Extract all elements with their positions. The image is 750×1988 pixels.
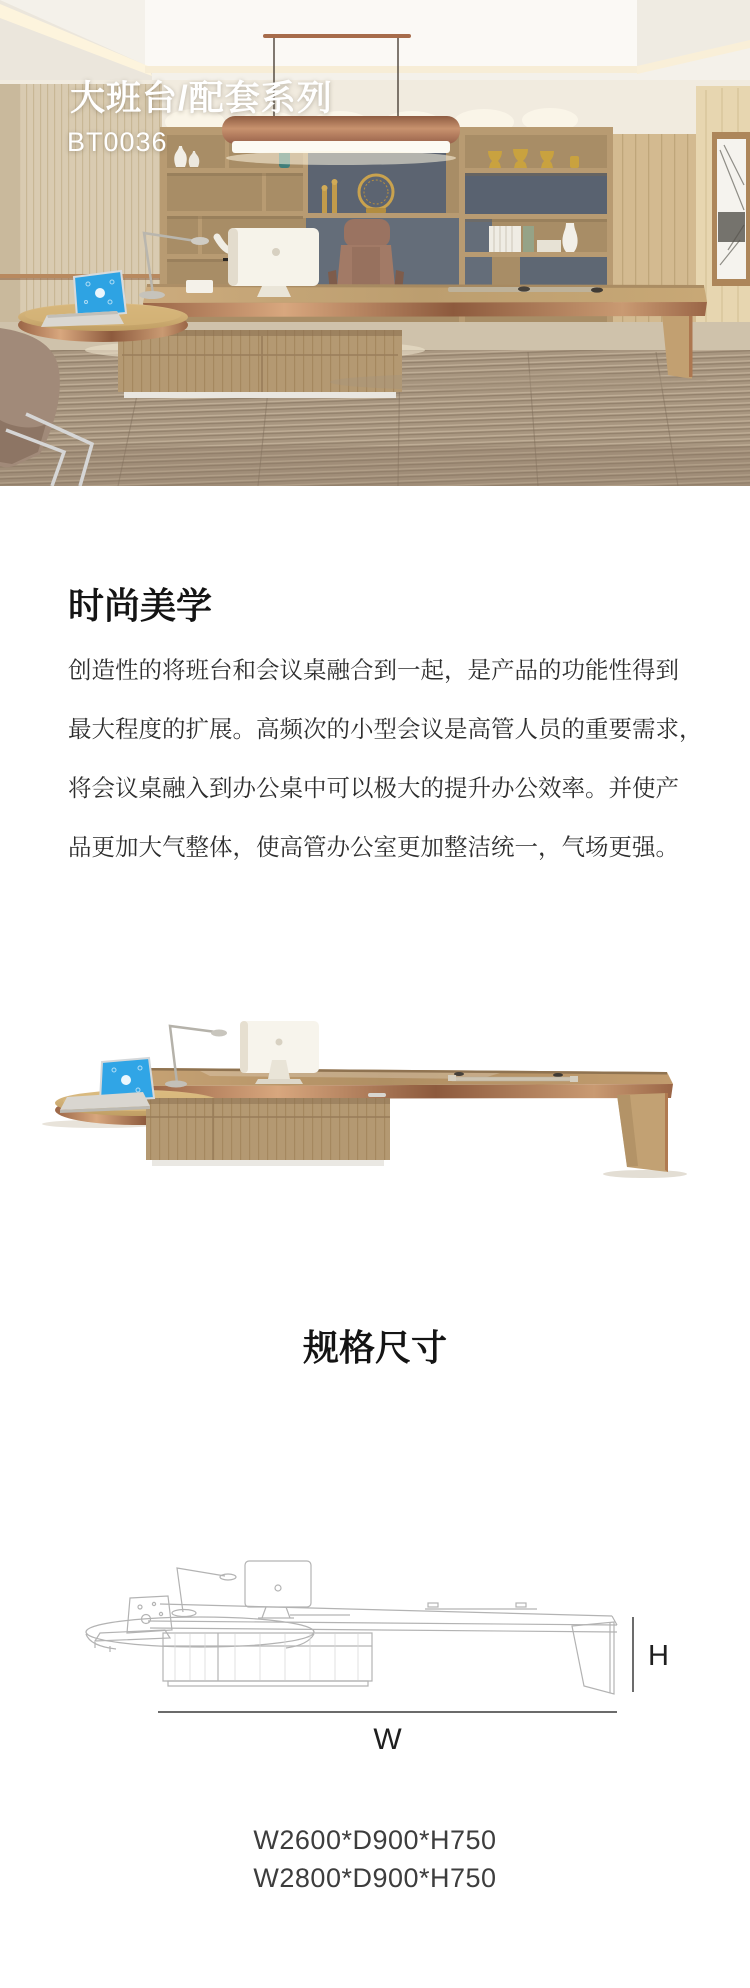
desk-line-drawing — [0, 1450, 750, 1750]
description-line: 将会议桌融入到办公桌中可以极大的提升办公效率。并使产 — [68, 775, 679, 801]
description-line: 最大程度的扩展。高频次的小型会议是高管人员的重要需求， — [68, 716, 703, 742]
product-desk-image — [0, 1000, 750, 1200]
model-number: BT0036 — [67, 127, 168, 157]
dimension-item: W2600*D900*H750 — [253, 1825, 497, 1855]
specs-heading: 规格尺寸 — [302, 1327, 447, 1368]
width-label: W — [373, 1723, 402, 1756]
dimension-item: W2800*D900*H750 — [253, 1862, 497, 1893]
height-label: H — [648, 1640, 669, 1672]
artwork-frame — [712, 132, 750, 286]
dimension-list — [0, 1822, 750, 1897]
series-title: 大班台/配套系列 — [70, 79, 333, 118]
aesthetics-heading: 时尚美学 — [68, 585, 213, 626]
description-line: 品更加大气整体，使高管办公室更加整洁统一，气场更强。 — [68, 834, 679, 860]
aesthetics-description — [68, 641, 703, 877]
description-line: 创造性的将班台和会议桌融合到一起，是产品的功能性得到 — [68, 657, 679, 683]
